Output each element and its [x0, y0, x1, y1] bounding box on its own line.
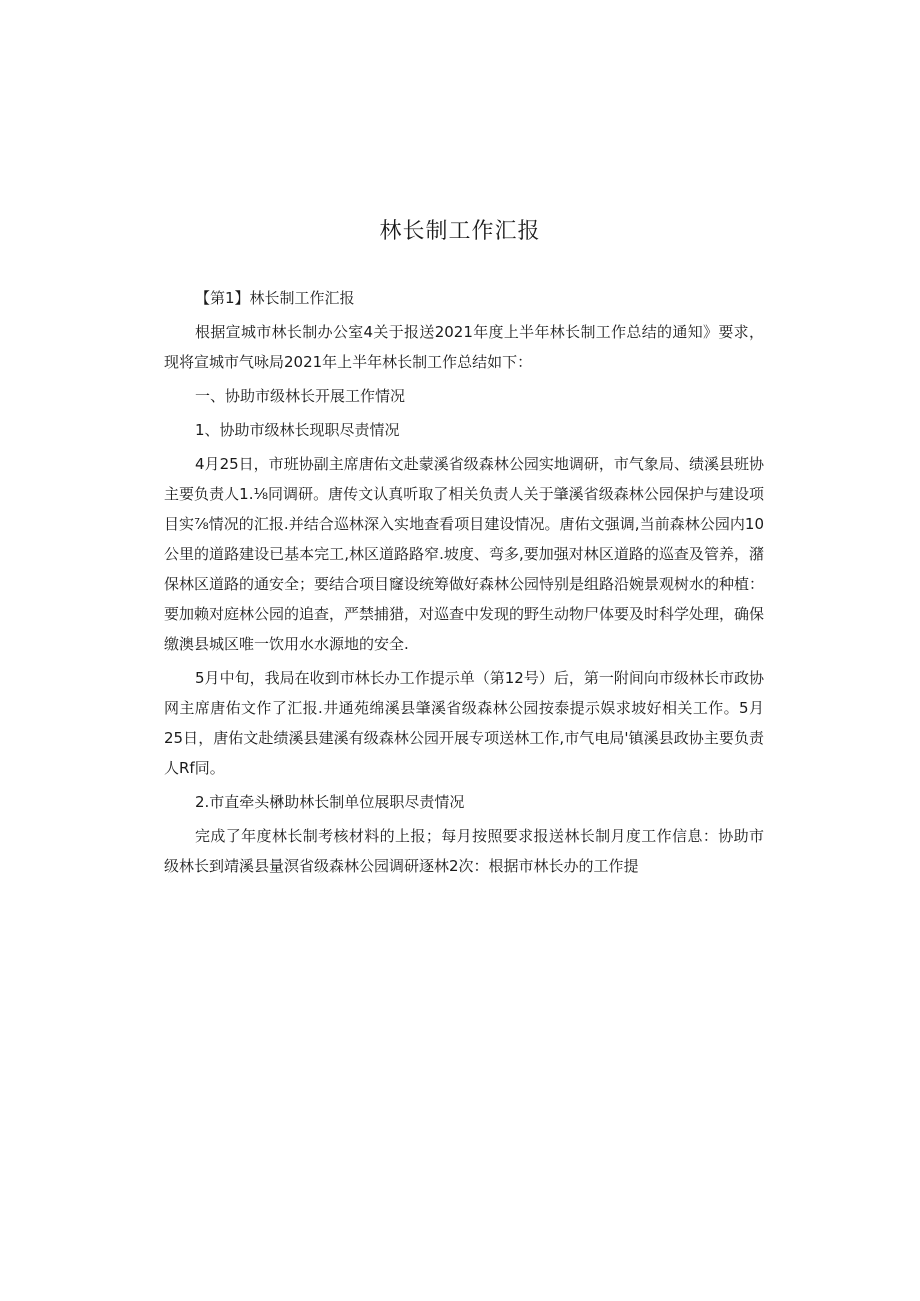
- document-body: [164, 283, 764, 881]
- body-paragraph: 4月25日，市班协副主席唐佑文赴蒙溪省级森林公园实地调研，市气象局、绩溪县班协主要负责人1.⅛同调研。唐传文认真听取了相关负责人关于肇溪省级森林公园保护与建设项目实⅞情况的汇报.并结合巡林深入实地查看项目建设情况。唐佑文强调,当前森林公园内10公里的道路建设已基本完工,林区道路路窄.坡度、弯多,要加强对林区道路的巡查及管养，潴保林区道路的通安全；要结合项目窿设统筹做好森林公园恃别是组路沿婉景观树水的种植：要加赖对庭林公园的追查，严禁捕猎，对巡查中发现的野生动物尸体要及时科学处理，确保缴澳县城区唯一饮用水水源地的安全.: [164, 455, 765, 653]
- intro-paragraph: 根据宣城市林长制办公室4关于报送2021年度上半年林长制工作总结的通知》要求，现将宣城市气咏局2021年上半年林长制工作总结如下：: [164, 323, 764, 371]
- section-heading: 【第1】林长制工作汇报: [195, 289, 355, 307]
- document-title: 林长制工作汇报: [379, 219, 541, 244]
- heading-level-1: 一、协助市级林长开展工作情况: [195, 387, 406, 405]
- heading-level-2: 2.市直牵头楙助林长制单位展职尽责情况: [195, 793, 465, 811]
- heading-level-2: 1、协助市级林长现职尽责情况: [195, 421, 400, 439]
- body-paragraph: 5月中旬，我局在收到市林长办工作提示单（第12号）后，第一附间向市级林长市政协网主席唐佑文作了汇报.井通苑绵溪县肇溪省级森林公园按泰提示娱求坡好相关工作。5月25日，唐佑文赴绩溪县建溪有级森林公园开展专项送林工作,市气电局'镇溪县政协主要负责人Rf同。: [164, 669, 764, 777]
- body-paragraph: 完成了年度林长制考核材料的上报；每月按照要求报送林长制月度工作信息：协助市级林长到靖溪县量溟省级森林公园调研逐林2次：根据市林长办的工作提: [164, 827, 764, 875]
